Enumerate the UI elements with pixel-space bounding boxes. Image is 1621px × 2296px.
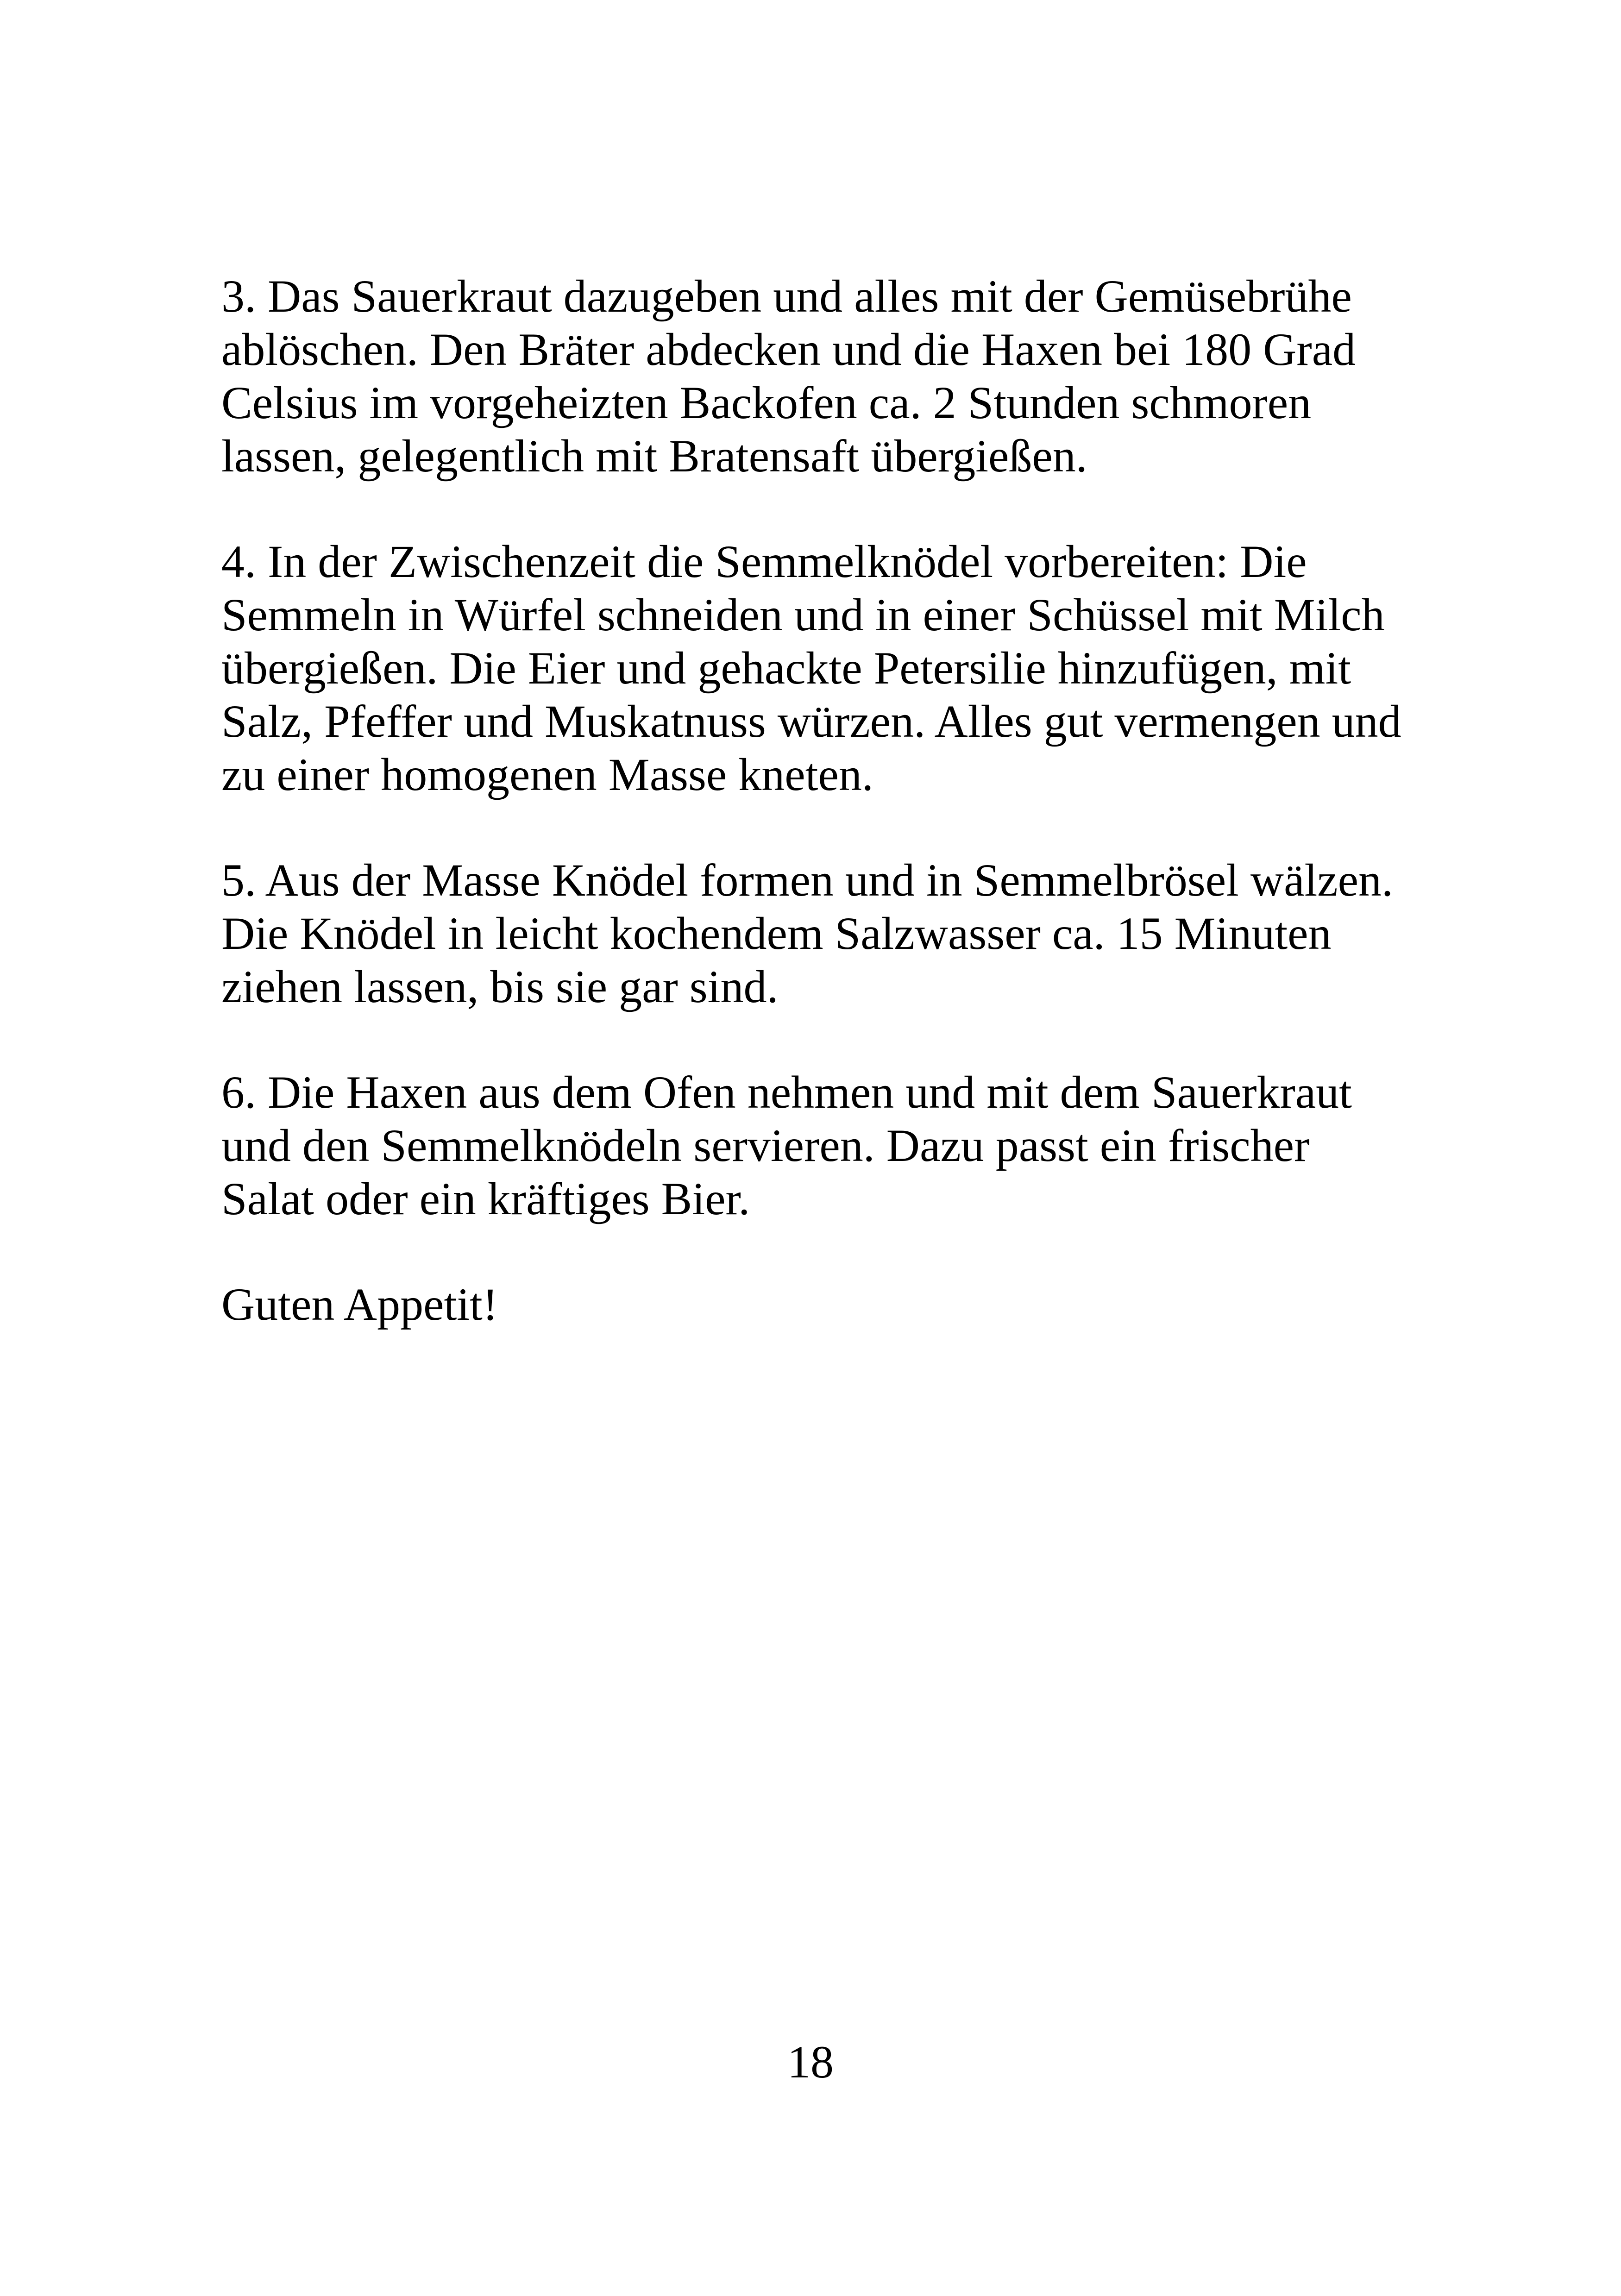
text-line: Salz, Pfeffer und Muskatnuss würzen. Alles gut vermengen und xyxy=(221,696,1401,747)
closing-paragraph xyxy=(221,1278,1453,1331)
text-line: Guten Appetit! xyxy=(221,1279,498,1330)
text-line: Salat oder ein kräftiges Bier. xyxy=(221,1173,750,1224)
text-line: lassen, gelegentlich mit Bratensaft übergießen. xyxy=(221,430,1087,482)
text-line: zu einer homogenen Masse kneten. xyxy=(221,749,873,800)
text-line: übergießen. Die Eier und gehackte Petersilie hinzufügen, mit xyxy=(221,642,1351,694)
text-line: ziehen lassen, bis sie gar sind. xyxy=(221,961,779,1012)
text-line: 6. Die Haxen aus dem Ofen nehmen und mit dem Sauerkraut xyxy=(221,1066,1352,1118)
text-line: 5. Aus der Masse Knödel formen und in Semmelbrösel wälzen. xyxy=(221,854,1394,906)
text-line: 4. In der Zwischenzeit die Semmelknödel vorbereiten: Die xyxy=(221,536,1307,587)
text-line: und den Semmelknödeln servieren. Dazu passt ein frischer xyxy=(221,1120,1310,1171)
text-line: ablöschen. Den Bräter abdecken und die Haxen bei 180 Grad xyxy=(221,324,1356,375)
page-number: 18 xyxy=(787,2036,834,2088)
text-line: Celsius im vorgeheizten Backofen ca. 2 Stunden schmoren xyxy=(221,377,1312,428)
step-6-paragraph xyxy=(221,1066,1453,1225)
step-3-paragraph xyxy=(221,270,1453,483)
recipe-text xyxy=(221,270,1453,1383)
step-4-paragraph xyxy=(221,535,1453,801)
text-line: Die Knödel in leicht kochendem Salzwasser ca. 15 Minuten xyxy=(221,908,1332,959)
text-line: Semmeln in Würfel schneiden und in einer Schüssel mit Milch xyxy=(221,589,1385,640)
text-line: 3. Das Sauerkraut dazugeben und alles mit der Gemüsebrühe xyxy=(221,270,1352,322)
step-5-paragraph xyxy=(221,853,1453,1013)
